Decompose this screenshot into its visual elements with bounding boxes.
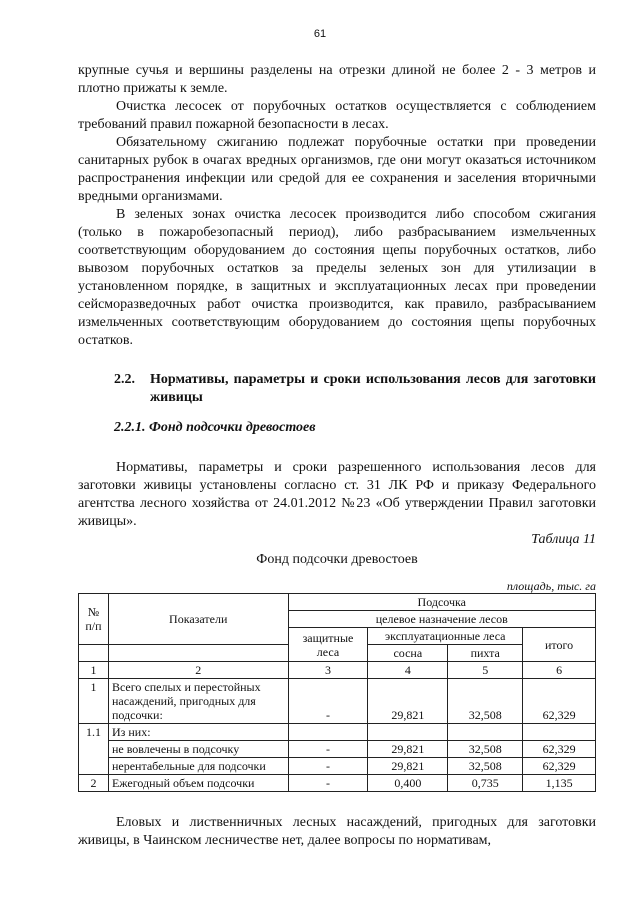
paragraph: Обязательному сжиганию подлежат порубочные остатки при проведении санитарных рубок в очагах вредных организмов, где они могут оказаться источником распространения инфекции или средой для ее сохранения и заселения вторичными вредными организмами. [78, 135, 596, 204]
cell-fir: 32,508 [448, 741, 523, 758]
table-row [79, 741, 596, 758]
cell-fir: 0,735 [448, 775, 523, 792]
col-number: 2 [108, 662, 288, 679]
col-number: 3 [288, 662, 368, 679]
intro-paragraph: Нормативы, параметры и сроки разрешенного использования лесов для заготовки живицы установлены согласно ст. 31 ЛК РФ и приказу Федерального агентства лесного хозяйства от 24.01.2012 №23 «Об утверждении Правил заготовки живицы». [78, 460, 596, 529]
cell-protective: - [288, 741, 368, 758]
cell-total: 62,329 [523, 679, 596, 724]
cell-total [523, 724, 596, 741]
row-label: Всего спелых и перестойных насаждений, пригодных для подсочки: [108, 679, 288, 724]
table-row [79, 758, 596, 775]
cell-pine [368, 724, 448, 741]
document-body [78, 62, 596, 850]
row-label: нерентабельные для подсочки [108, 758, 288, 775]
header-exploitation: эксплуатационные леса [368, 628, 523, 645]
page-number: 61 [313, 28, 327, 40]
col-number: 1 [79, 662, 109, 679]
row-label: Из них: [108, 724, 288, 741]
row-label: Ежегодный объем подсочки [108, 775, 288, 792]
table-row [79, 679, 596, 724]
cell-protective [288, 724, 368, 741]
header-spacer [108, 645, 288, 662]
paragraph: Очистка лесосек от порубочных остатков осуществляется с соблюдением требований правил пожарной безопасности в лесах. [78, 99, 596, 132]
cell-total: 62,329 [523, 758, 596, 775]
cell-fir: 32,508 [448, 679, 523, 724]
table-row [79, 724, 596, 741]
forest-tapping-table [78, 593, 596, 792]
cell-pine: 29,821 [368, 758, 448, 775]
cell-protective: - [288, 758, 368, 775]
header-total: итого [523, 628, 596, 662]
header-fir: пихта [448, 645, 523, 662]
col-number: 4 [368, 662, 448, 679]
row-num: 1.1 [79, 724, 109, 775]
paragraph: В зеленых зонах очистка лесосек производится либо способом сжигания (только в пожаробезопасный период), либо разбрасыванием измельченных соответствующим оборудованием до состояния щепы порубочных остатков, либо вывозом порубочных остатков за пределы зеленых зон для утилизации в установленном порядке, в защитных и эксплуатационных лесах при проведении сейсморазведочных работ очистка производится, как правило, разбрасыванием измельченных соответствующим оборудованием до состояния щепы порубочных остатков. [78, 207, 596, 348]
table-reference: Таблица 11 [531, 532, 596, 547]
header-protective: защитные леса [288, 628, 368, 662]
section-title: Нормативы, параметры и сроки использования лесов для заготовки живицы [150, 372, 596, 405]
cell-protective: - [288, 775, 368, 792]
section-heading [114, 371, 596, 407]
cell-pine: 29,821 [368, 741, 448, 758]
table-title: Фонд подсочки древостоев [256, 552, 418, 567]
cell-fir: 32,508 [448, 758, 523, 775]
col-number: 5 [448, 662, 523, 679]
section-number: 2.2. [114, 372, 135, 387]
paragraph: крупные сучья и вершины разделены на отрезки длиной не более 2 - 3 метров и плотно прижаты к земле. [78, 63, 596, 96]
header-group: Подсочка [288, 594, 595, 611]
header-purpose: целевое назначение лесов [288, 611, 595, 628]
subsection-heading: 2.2.1. Фонд подсочки древостоев [114, 420, 316, 435]
header-num: № п/п [79, 594, 109, 645]
row-num: 1 [79, 679, 109, 724]
header-spacer [79, 645, 109, 662]
cell-fir [448, 724, 523, 741]
header-indicator: Показатели [108, 594, 288, 645]
row-label: не вовлечены в подсочку [108, 741, 288, 758]
table-row [79, 775, 596, 792]
cell-protective: - [288, 679, 368, 724]
header-pine: сосна [368, 645, 448, 662]
cell-total: 62,329 [523, 741, 596, 758]
cell-pine: 0,400 [368, 775, 448, 792]
row-num: 2 [79, 775, 109, 792]
cell-total: 1,135 [523, 775, 596, 792]
cell-pine: 29,821 [368, 679, 448, 724]
col-number: 6 [523, 662, 596, 679]
closing-paragraph: Еловых и лиственничных лесных насаждений, пригодных для заготовки живицы, в Чаинском лесничестве нет, далее вопросы по нормативам, [78, 815, 596, 848]
table-row [79, 662, 596, 679]
table-units: площадь, тыс. га [506, 579, 596, 593]
